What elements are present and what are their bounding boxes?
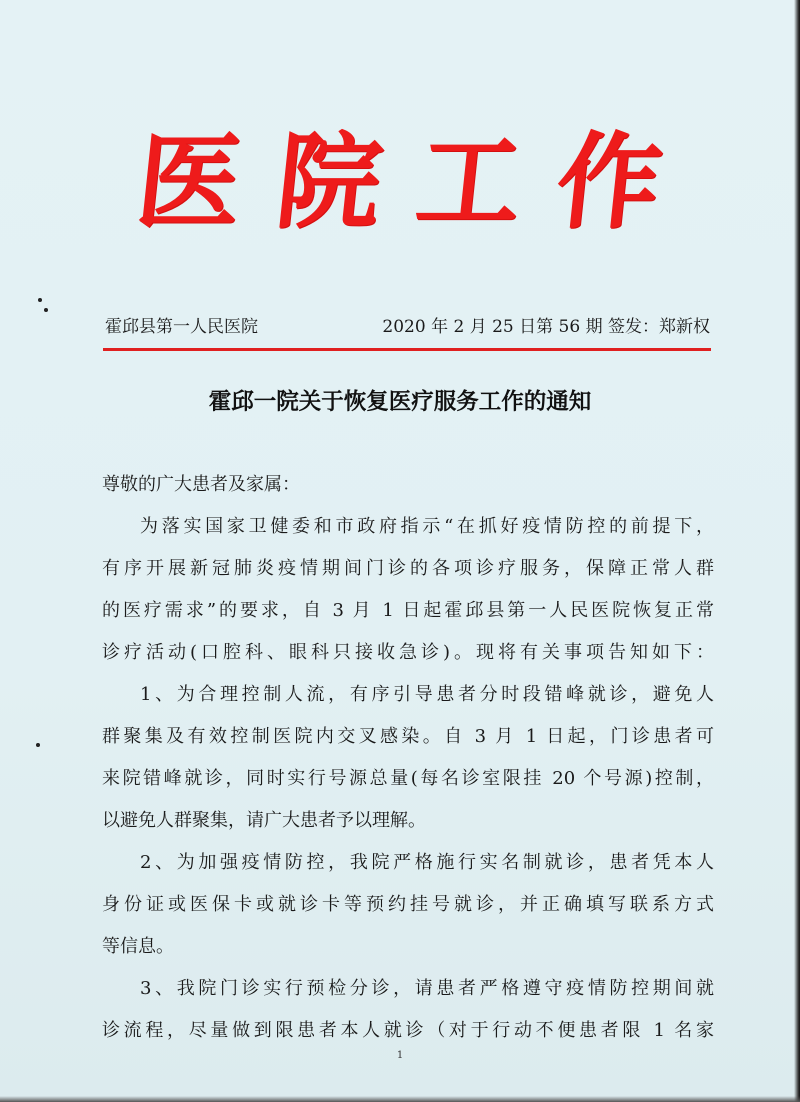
body-line: 诊流程，尽量做到限患者本人就诊（对于行动不便患者限 1 名家 xyxy=(102,1020,714,1041)
body-line: 为落实国家卫健委和市政府指示“在抓好疫情防控的前提下， xyxy=(140,516,714,537)
issuing-organization: 霍邱县第一人民医院 xyxy=(105,317,258,337)
body-line: 2、为加强疫情防控，我院严格施行实名制就诊，患者凭本人 xyxy=(140,852,714,873)
body-line: 诊疗活动(口腔科、眼科只接收急诊)。现将有关事项告知如下： xyxy=(102,642,714,663)
body-line: 以避免人群聚集，请广大患者予以理解。 xyxy=(102,810,426,831)
body-line: 身份证或医保卡或就诊卡等预约挂号就诊，并正确填写联系方式 xyxy=(102,894,714,915)
punch-mark xyxy=(36,743,40,747)
punch-mark xyxy=(44,308,48,312)
page-number: 1 xyxy=(396,1050,404,1061)
scan-edge-bottom xyxy=(0,1096,800,1102)
body-line: 等信息。 xyxy=(102,936,174,957)
body-line: 有序开展新冠肺炎疫情期间门诊的各项诊疗服务，保障正常人群 xyxy=(102,558,714,579)
notice-title: 霍邱一院关于恢复医疗服务工作的通知 xyxy=(208,389,592,415)
body-line: 的医疗需求”的要求，自 3 月 1 日起霍邱县第一人民医院恢复正常 xyxy=(102,600,714,621)
masthead-title xyxy=(0,108,800,243)
red-divider xyxy=(103,348,711,351)
masthead-char: 工 xyxy=(410,120,528,243)
body-line: 3、我院门诊实行预检分诊，请患者严格遵守疫情防控期间就 xyxy=(140,978,714,999)
body-line: 群聚集及有效控制医院内交叉感染。自 3 月 1 日起，门诊患者可 xyxy=(102,726,714,747)
issue-line xyxy=(105,312,710,336)
masthead-char: 院 xyxy=(270,120,388,243)
punch-mark xyxy=(38,298,42,302)
issue-date-number-signer: 2020 年 2 月 25 日第 56 期 签发：郑新权 xyxy=(382,317,710,337)
masthead-char: 医 xyxy=(130,120,248,243)
masthead-char: 作 xyxy=(550,120,668,243)
salutation: 尊敬的广大患者及家属： xyxy=(102,474,300,495)
body-line: 来院错峰就诊，同时实行号源总量(每名诊室限挂 20 个号源)控制， xyxy=(102,768,714,789)
body-line: 1、为合理控制人流，有序引导患者分时段错峰就诊，避免人 xyxy=(140,684,714,705)
